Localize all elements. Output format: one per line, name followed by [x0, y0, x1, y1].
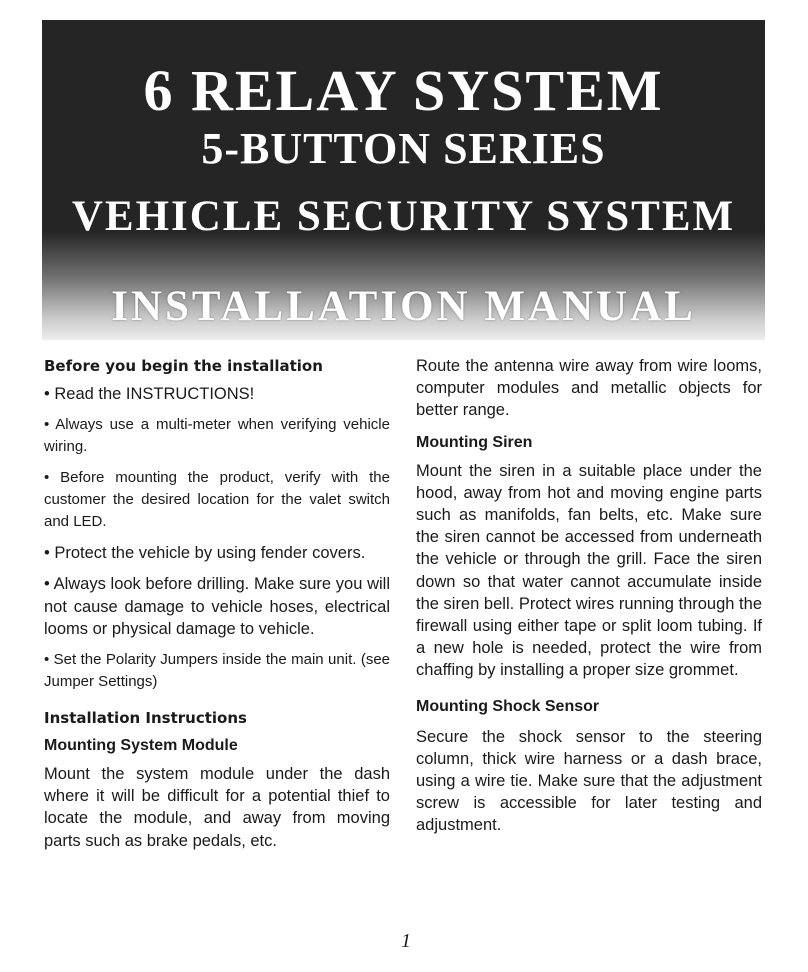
mounting-shock-sensor-heading: Mounting Shock Sensor — [416, 697, 600, 715]
bullet-multimeter: • Always use a multi-meter when verifying vehicle wiring. — [44, 416, 390, 456]
title-banner — [42, 20, 765, 340]
bullet-polarity-jumpers: • Set the Polarity Jumpers inside the main unit. (see Jumper Settings) — [44, 651, 390, 691]
title-line-security-system: VEHICLE SECURITY SYSTEM — [71, 193, 736, 240]
bullet-verify-location: • Before mounting the product, verify with the customer the desired location for the valet switch and LED. — [44, 469, 390, 531]
before-install-heading: Before you begin the installation — [44, 357, 323, 375]
left-column — [44, 355, 390, 852]
title-line-relay-system: 6 RELAY SYSTEM — [143, 58, 664, 123]
bullet-fender-covers: • Protect the vehicle by using fender covers. — [44, 544, 366, 563]
bullet-read-instructions: • Read the INSTRUCTIONS! — [44, 385, 255, 403]
mounting-siren-text: Mount the siren in a suitable place under the hood, away from hot and moving engine parts such as manifolds, fan belts, etc. Make sure the siren cannot be accessed from underneath the vehicle or through the grill. Face the siren down so that water cannot accumulate inside the siren bell. Protect wires running through the firewall using either tape or split loom tubing. If a new hole is needed, protect the wire from chaffing by installing a proper size grommet. — [416, 461, 762, 680]
right-column — [416, 355, 762, 837]
install-instructions-heading: Installation Instructions — [44, 709, 247, 728]
mounting-shock-sensor-text: Secure the shock sensor to the steering column, thick wire harness or a dash brace, using a wire tie. Make sure that the adjustment screw is accessible for later testing and adjustment. — [416, 727, 762, 835]
title-line-button-series: 5-BUTTON SERIES — [201, 124, 606, 173]
bullet-look-before-drilling: • Always look before drilling. Make sure you will not cause damage to vehicle hoses, electrical looms or physical damage to vehicle. — [44, 575, 390, 638]
page-number: 1 — [401, 930, 411, 952]
title-line-installation-manual: INSTALLATION MANUAL — [111, 283, 696, 330]
mounting-module-text: Mount the system module under the dash where it will be difficult for a potential thief to locate the module, and away from moving parts such as brake pedals, etc. — [44, 765, 390, 850]
mounting-module-heading: Mounting System Module — [44, 737, 238, 755]
antenna-text: Route the antenna wire away from wire looms, computer modules and metallic objects for better range. — [416, 357, 762, 420]
mounting-siren-heading: Mounting Siren — [416, 433, 533, 451]
